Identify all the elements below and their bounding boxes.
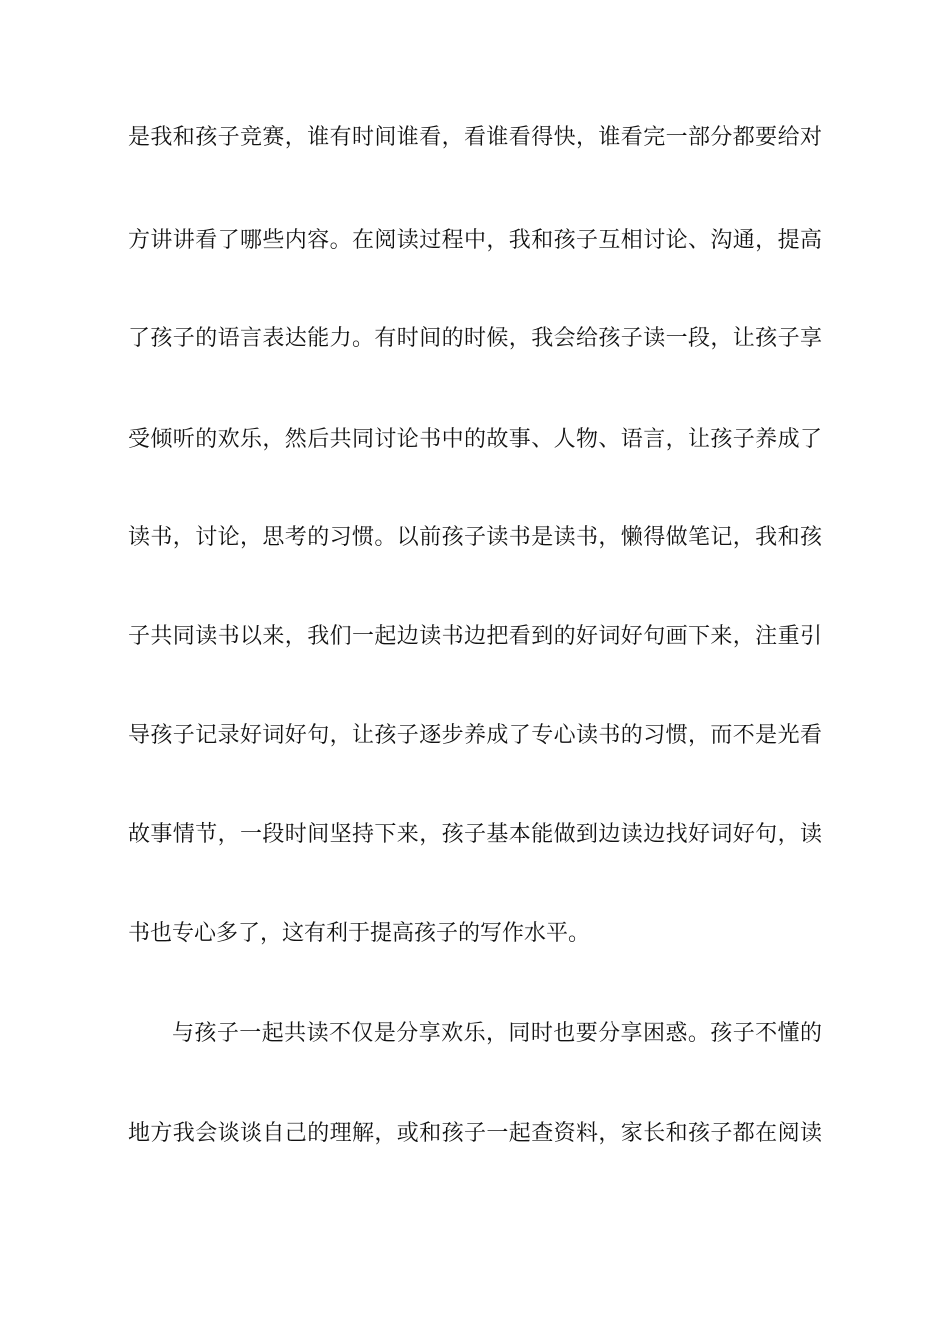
- text-line: 是我和孩子竞赛，谁有时间谁看，看谁看得快，谁看完一部分都要给对: [128, 125, 822, 150]
- text-line: 书也专心多了，这有利于提高孩子的写作水平。: [128, 921, 591, 946]
- text-line: 受倾听的欢乐，然后共同讨论书中的故事、人物、语言，让孩子养成了: [128, 427, 822, 452]
- text-line: 导孩子记录好词好句，让孩子逐步养成了专心读书的习惯，而不是光看: [128, 723, 822, 748]
- text-line: 地方我会谈谈自己的理解，或和孩子一起查资料，家长和孩子都在阅读: [128, 1121, 822, 1146]
- text-line: 读书，讨论，思考的习惯。以前孩子读书是读书，懒得做笔记，我和孩: [128, 525, 822, 550]
- text-line: 方讲讲看了哪些内容。在阅读过程中，我和孩子互相讨论、沟通，提高: [128, 228, 822, 253]
- paragraph-first-line: 与孩子一起共读不仅是分享欢乐，同时也要分享困惑。孩子不懂的: [172, 1021, 822, 1046]
- text-line: 了孩子的语言表达能力。有时间的时候，我会给孩子读一段，让孩子享: [128, 326, 822, 351]
- text-line: 故事情节，一段时间坚持下来，孩子基本能做到边读边找好词好句，读: [128, 822, 822, 847]
- text-line: 子共同读书以来，我们一起边读书边把看到的好词好句画下来，注重引: [128, 624, 822, 649]
